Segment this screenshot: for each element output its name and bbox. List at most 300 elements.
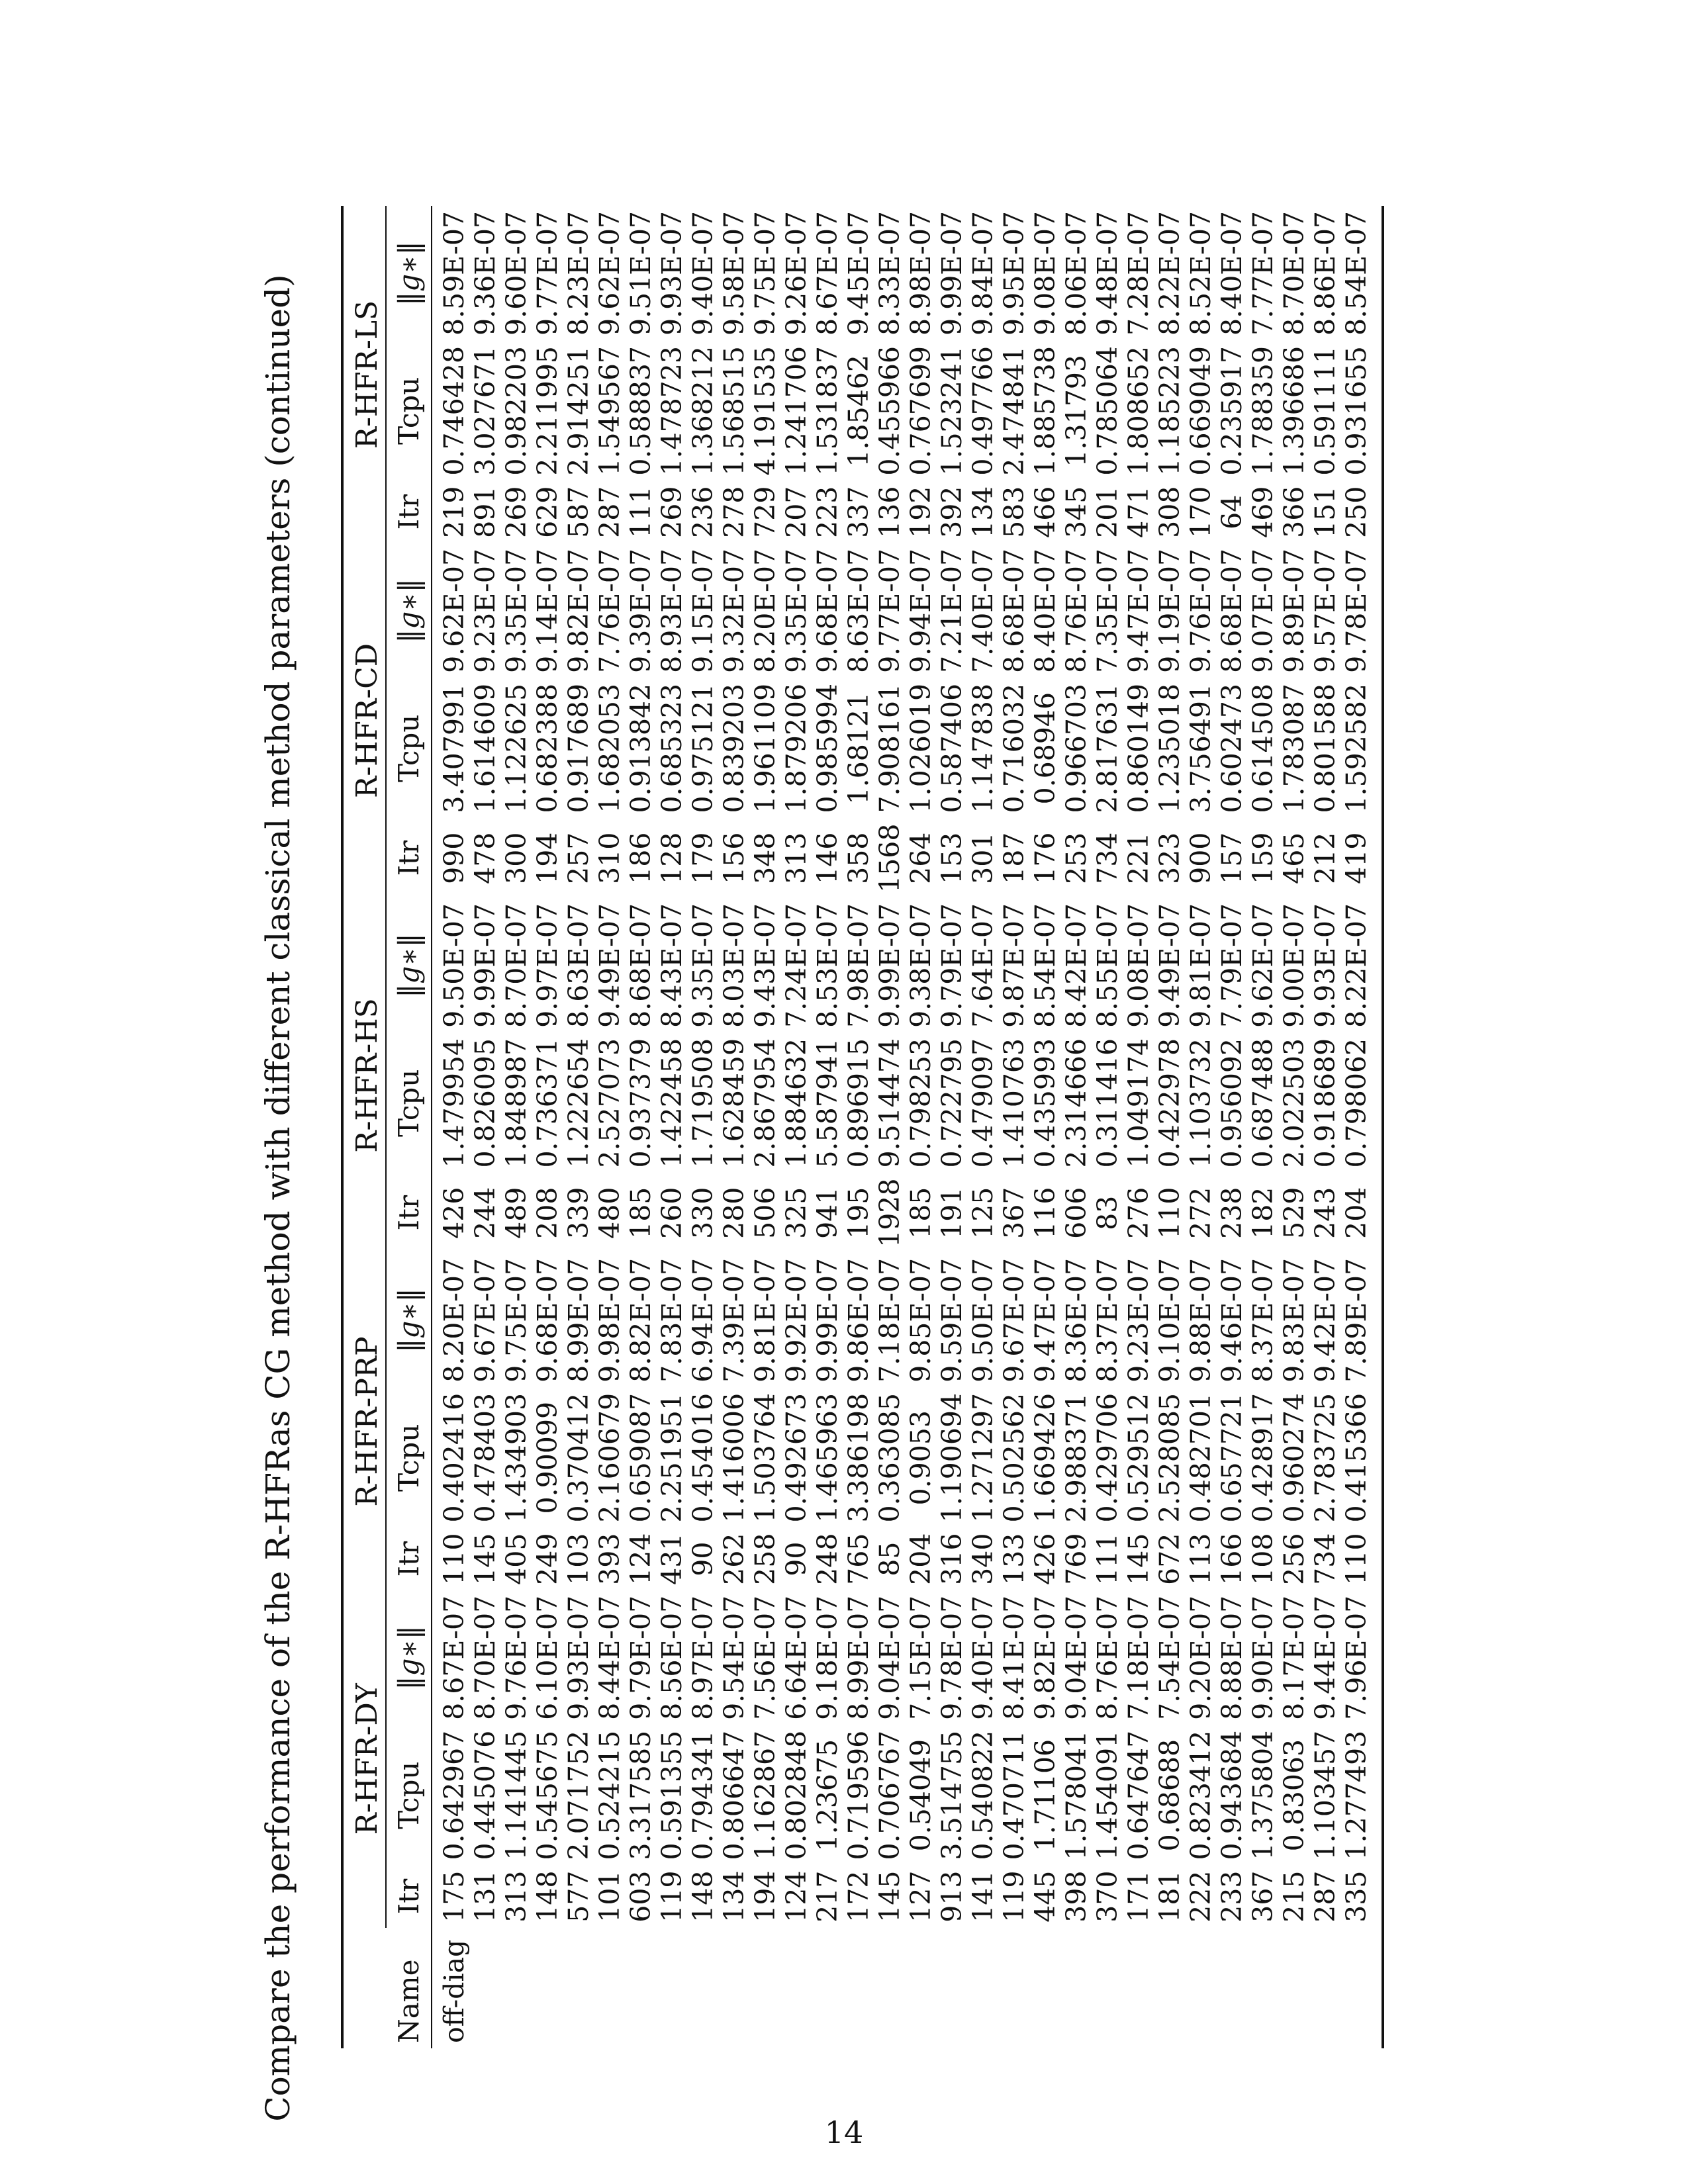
tcpu-cell: 0.896915: [843, 1038, 874, 1168]
tcpu-cell: 2.251951: [656, 1392, 688, 1523]
gnorm-cell: 9.47E-07: [1029, 1257, 1061, 1383]
itr-cell: 85: [874, 1541, 906, 1576]
itr-cell: 431: [656, 1533, 688, 1585]
name-header: Name: [386, 1928, 432, 2048]
row-name-cell: [532, 1928, 563, 2048]
table-row: [657, 206, 688, 2048]
itr-header: Itr: [386, 1173, 432, 1253]
tcpu-cell: 0.975121: [687, 683, 719, 813]
itr-cell: 367: [1247, 1870, 1279, 1923]
itr-cell: 204: [905, 1533, 937, 1585]
itr-cell: 111: [1092, 1533, 1123, 1585]
gnorm-cell: 9.07E-07: [1247, 548, 1279, 673]
gnorm-cell: 9.85E-07: [905, 1257, 937, 1383]
itr-cell: 179: [687, 832, 719, 884]
table-row: [1186, 206, 1217, 2048]
table-row: [1030, 206, 1061, 2048]
tcpu-cell: 0.647647: [1123, 1730, 1154, 1860]
table-row: [843, 206, 874, 2048]
method-header: R-HFR-LS: [342, 206, 386, 543]
tcpu-cell: 1.578041: [1060, 1730, 1092, 1860]
itr-cell: 269: [500, 486, 532, 538]
itr-cell: 145: [1123, 1533, 1154, 1585]
gnorm-cell: 8.37E-07: [1092, 1257, 1123, 1383]
tcpu-cell: 0.917689: [563, 683, 594, 813]
gnorm-cell: 9.62E-07: [1247, 903, 1279, 1028]
tcpu-cell: 2.817631: [1092, 683, 1123, 813]
gnorm-cell: 9.99E-07: [936, 210, 968, 336]
gnorm-cell: 8.56E-07: [656, 1595, 688, 1720]
tcpu-cell: 1.422458: [656, 1038, 688, 1168]
row-name-cell: [843, 1928, 874, 2048]
tcpu-cell: 0.591355: [656, 1730, 688, 1860]
table-row: [937, 206, 968, 2048]
tcpu-cell: 0.311416: [1092, 1038, 1123, 1168]
itr-cell: 208: [532, 1187, 563, 1239]
itr-cell: 480: [594, 1187, 626, 1239]
itr-cell: 111: [625, 486, 657, 538]
gnorm-cell: 9.38E-07: [905, 903, 937, 1028]
gnorm-cell: 8.54E-07: [1340, 210, 1372, 336]
itr-cell: 204: [1340, 1187, 1372, 1239]
itr-cell: 398: [1060, 1870, 1092, 1923]
itr-cell: 136: [874, 486, 906, 538]
tcpu-cell: 1.026019: [905, 683, 937, 813]
tcpu-cell: 2.527073: [594, 1038, 626, 1168]
itr-cell: 990: [438, 832, 470, 884]
itr-cell: 90: [780, 1541, 812, 1576]
tcpu-cell: 0.435993: [1029, 1038, 1061, 1168]
tcpu-cell: 0.687488: [1247, 1038, 1279, 1168]
row-name-cell: [1279, 1928, 1310, 2048]
row-name-cell: [1341, 1928, 1383, 2048]
itr-cell: 426: [1029, 1533, 1061, 1585]
itr-cell: 156: [718, 832, 750, 884]
itr-cell: 222: [1185, 1870, 1217, 1923]
tcpu-cell: 1.503764: [749, 1392, 781, 1523]
gnorm-cell: 9.32E-07: [718, 548, 750, 673]
itr-cell: 201: [1092, 486, 1123, 538]
tcpu-cell: 1.103457: [1309, 1730, 1341, 1860]
itr-cell: 134: [967, 486, 999, 538]
tcpu-cell: 0.428917: [1247, 1392, 1279, 1523]
table-row: [501, 206, 532, 2048]
tcpu-cell: 1.68121: [843, 692, 874, 805]
gnorm-cell: 9.19E-07: [1154, 548, 1186, 673]
tcpu-cell: 0.956092: [1216, 1038, 1248, 1168]
itr-cell: 191: [936, 1187, 968, 1239]
gnorm-cell: 8.99E-07: [843, 1595, 874, 1720]
tcpu-cell: 0.587406: [936, 683, 968, 813]
page-number: 14: [824, 2115, 864, 2150]
gnorm-cell: 9.00E-07: [1278, 903, 1310, 1028]
itr-cell: 426: [438, 1187, 470, 1239]
gnorm-cell: 7.89E-07: [1340, 1257, 1372, 1383]
itr-cell: 366: [1278, 486, 1310, 538]
gnorm-cell: 8.22E-07: [1340, 903, 1372, 1028]
tcpu-cell: 1.235018: [1154, 683, 1186, 813]
itr-cell: 176: [1029, 832, 1061, 884]
itr-header: Itr: [386, 819, 432, 898]
tcpu-cell: 2.160679: [594, 1392, 626, 1523]
gnorm-cell: 9.20E-07: [1185, 1595, 1217, 1720]
gnorm-cell: 9.68E-07: [532, 1257, 563, 1383]
itr-cell: 577: [563, 1870, 594, 1923]
tcpu-cell: 0.943684: [1216, 1730, 1248, 1860]
itr-cell: 236: [687, 486, 719, 538]
itr-cell: 300: [500, 832, 532, 884]
row-name-cell: [1030, 1928, 1061, 2048]
tcpu-cell: 0.370412: [563, 1392, 594, 1523]
table-row: [1061, 206, 1092, 2048]
itr-cell: 734: [1092, 832, 1123, 884]
tcpu-cell: 1.884632: [780, 1038, 812, 1168]
name-header-spacer: [342, 1928, 386, 2048]
tcpu-cell: 1.549567: [594, 345, 626, 476]
itr-cell: 181: [1154, 1870, 1186, 1923]
row-name-cell: [657, 1928, 688, 2048]
tcpu-cell: 0.602473: [1216, 683, 1248, 813]
itr-cell: 330: [687, 1187, 719, 1239]
gnorm-cell: 8.98E-07: [905, 210, 937, 336]
gnorm-cell: 9.95E-07: [998, 210, 1030, 336]
row-name-cell: [1217, 1928, 1248, 2048]
gnorm-cell: 9.62E-07: [438, 548, 470, 673]
tcpu-cell: 1.396686: [1278, 345, 1310, 476]
tcpu-cell: 0.402416: [438, 1392, 470, 1523]
gnorm-cell: 7.79E-07: [1216, 903, 1248, 1028]
itr-cell: 1568: [874, 823, 906, 893]
itr-header: Itr: [386, 1528, 432, 1590]
row-name-cell: [1154, 1928, 1186, 2048]
itr-cell: 182: [1247, 1187, 1279, 1239]
itr-cell: 629: [532, 486, 563, 538]
tcpu-header: Tcpu: [386, 678, 432, 819]
gnorm-cell: 9.93E-07: [656, 210, 688, 336]
gnorm-cell: 9.89E-07: [1278, 548, 1310, 673]
itr-cell: 153: [936, 832, 968, 884]
itr-cell: 131: [469, 1870, 501, 1923]
table-row: [1092, 206, 1123, 2048]
tcpu-cell: 1.049174: [1123, 1038, 1154, 1168]
itr-cell: 110: [1154, 1187, 1186, 1239]
row-name-cell: [906, 1928, 937, 2048]
tcpu-cell: 0.429706: [1092, 1392, 1123, 1523]
gnorm-cell: 9.54E-07: [718, 1595, 750, 1720]
gnorm-cell: 9.04E-07: [874, 1595, 906, 1720]
tcpu-cell: 0.235917: [1216, 345, 1248, 476]
gnorm-cell: 9.99E-07: [812, 1257, 843, 1383]
tcpu-header: Tcpu: [386, 341, 432, 481]
row-name-cell: [1310, 1928, 1341, 2048]
tcpu-cell: 1.628459: [718, 1038, 750, 1168]
tcpu-cell: 1.103732: [1185, 1038, 1217, 1168]
itr-cell: 125: [967, 1187, 999, 1239]
gnorm-cell: 8.06E-07: [1060, 210, 1092, 336]
gnorm-header: ‖g∗‖: [386, 1253, 432, 1388]
gnorm-cell: 9.99E-07: [469, 903, 501, 1028]
itr-cell: 269: [656, 486, 688, 538]
gnorm-cell: 8.67E-07: [812, 210, 843, 336]
itr-cell: 316: [936, 1533, 968, 1585]
itr-cell: 110: [1340, 1533, 1372, 1585]
tcpu-cell: 1.465963: [812, 1392, 843, 1523]
itr-cell: 243: [1309, 1187, 1341, 1239]
tcpu-cell: 1.531837: [812, 345, 843, 476]
itr-cell: 308: [1154, 486, 1186, 538]
gnorm-cell: 8.68E-07: [1216, 548, 1248, 673]
table-row: [594, 206, 626, 2048]
gnorm-cell: 8.82E-07: [625, 1257, 657, 1383]
itr-cell: 348: [749, 832, 781, 884]
gnorm-cell: 9.90E-07: [1247, 1595, 1279, 1720]
tcpu-cell: 0.478403: [469, 1392, 501, 1523]
method-header: R-HFR-DY: [342, 1590, 386, 1928]
tcpu-cell: 1.454091: [1092, 1730, 1123, 1860]
gnorm-cell: 8.97E-07: [687, 1595, 719, 1720]
gnorm-cell: 9.92E-07: [780, 1257, 812, 1383]
tcpu-cell: 2.022503: [1278, 1038, 1310, 1168]
tcpu-cell: 0.785064: [1092, 345, 1123, 476]
tcpu-cell: 0.415366: [1340, 1392, 1372, 1523]
tcpu-cell: 1.783087: [1278, 683, 1310, 813]
tcpu-cell: 0.68688: [1154, 1739, 1186, 1852]
gnorm-cell: 9.59E-07: [936, 1257, 968, 1383]
gnorm-cell: 9.23E-07: [469, 548, 501, 673]
table-row: [968, 206, 999, 2048]
tcpu-cell: 1.368212: [687, 345, 719, 476]
gnorm-cell: 9.50E-07: [967, 1257, 999, 1383]
gnorm-cell: 9.04E-07: [1060, 1595, 1092, 1720]
tcpu-cell: 0.470711: [998, 1730, 1030, 1860]
itr-cell: 941: [812, 1187, 843, 1239]
tcpu-cell: 1.375804: [1247, 1730, 1279, 1860]
tcpu-cell: 0.982203: [500, 345, 532, 476]
itr-cell: 207: [780, 486, 812, 538]
row-name-cell: [470, 1928, 501, 2048]
tcpu-cell: 1.277493: [1340, 1730, 1372, 1860]
tcpu-cell: 1.31793: [1060, 355, 1092, 467]
tcpu-cell: 0.918689: [1309, 1038, 1341, 1168]
tcpu-cell: 1.808652: [1123, 345, 1154, 476]
itr-cell: 194: [532, 832, 563, 884]
gnorm-cell: 8.76E-07: [1060, 548, 1092, 673]
row-name-cell: [1092, 1928, 1123, 2048]
gnorm-cell: 7.18E-07: [874, 1257, 906, 1383]
gnorm-cell: 8.67E-07: [438, 1595, 470, 1720]
itr-cell: 276: [1123, 1187, 1154, 1239]
table-row: [1123, 206, 1154, 2048]
itr-cell: 90: [687, 1541, 719, 1576]
itr-cell: 256: [1278, 1533, 1310, 1585]
tcpu-cell: 1.885738: [1029, 345, 1061, 476]
itr-cell: 392: [936, 486, 968, 538]
tcpu-cell: 0.802848: [780, 1730, 812, 1860]
tcpu-cell: 0.794341: [687, 1730, 719, 1860]
row-name-cell: [594, 1928, 626, 2048]
gnorm-cell: 8.70E-07: [500, 903, 532, 1028]
tcpu-cell: 0.669049: [1185, 345, 1217, 476]
tcpu-cell: 0.588837: [625, 345, 657, 476]
itr-cell: 606: [1060, 1187, 1092, 1239]
tcpu-cell: 0.722795: [936, 1038, 968, 1168]
gnorm-cell: 9.93E-07: [563, 1595, 594, 1720]
tcpu-cell: 7.908161: [874, 683, 906, 813]
gnorm-cell: 9.98E-07: [594, 1257, 626, 1383]
itr-cell: 119: [998, 1870, 1030, 1923]
itr-cell: 128: [656, 832, 688, 884]
tcpu-cell: 0.524215: [594, 1730, 626, 1860]
itr-cell: 185: [905, 1187, 937, 1239]
table-row: [470, 206, 501, 2048]
row-name-cell: [750, 1928, 781, 2048]
tcpu-cell: 2.071752: [563, 1730, 594, 1860]
tcpu-cell: 2.474841: [998, 345, 1030, 476]
itr-cell: 185: [625, 1187, 657, 1239]
gnorm-cell: 9.57E-07: [1309, 548, 1341, 673]
gnorm-cell: 8.43E-07: [656, 903, 688, 1028]
table-row: [906, 206, 937, 2048]
itr-cell: 587: [563, 486, 594, 538]
gnorm-cell: 8.41E-07: [998, 1595, 1030, 1720]
gnorm-cell: 9.45E-07: [843, 210, 874, 336]
itr-cell: 325: [780, 1187, 812, 1239]
itr-cell: 192: [905, 486, 937, 538]
itr-cell: 175: [438, 1870, 470, 1923]
itr-cell: 238: [1216, 1187, 1248, 1239]
itr-cell: 172: [843, 1870, 874, 1923]
gnorm-cell: 8.70E-07: [469, 1595, 501, 1720]
itr-cell: 151: [1309, 486, 1341, 538]
gnorm-cell: 9.47E-07: [1123, 548, 1154, 673]
table-row: [626, 206, 657, 2048]
gnorm-header: ‖g∗‖: [386, 1590, 432, 1725]
gnorm-cell: 9.75E-07: [500, 1257, 532, 1383]
itr-cell: 119: [656, 1870, 688, 1923]
gnorm-cell: 9.81E-07: [749, 1257, 781, 1383]
gnorm-cell: 7.64E-07: [967, 903, 999, 1028]
gnorm-cell: 8.42E-07: [1060, 903, 1092, 1028]
itr-cell: 249: [532, 1533, 563, 1585]
tcpu-cell: 0.937379: [625, 1038, 657, 1168]
itr-cell: 110: [438, 1533, 470, 1585]
tcpu-cell: 1.85462: [843, 355, 874, 467]
gnorm-cell: 9.78E-07: [1340, 548, 1372, 673]
gnorm-cell: 9.18E-07: [812, 1595, 843, 1720]
itr-cell: 146: [812, 832, 843, 884]
tcpu-cell: 0.716032: [998, 683, 1030, 813]
itr-cell: 250: [1340, 486, 1372, 538]
gnorm-cell: 9.86E-07: [843, 1257, 874, 1383]
tcpu-cell: 0.540822: [967, 1730, 999, 1860]
gnorm-cell: 7.96E-07: [1340, 1595, 1372, 1720]
row-name-cell: [968, 1928, 999, 2048]
gnorm-cell: 7.28E-07: [1123, 210, 1154, 336]
table-row: [719, 206, 750, 2048]
itr-cell: 913: [936, 1870, 968, 1923]
gnorm-cell: 9.77E-07: [532, 210, 563, 336]
gnorm-cell: 9.78E-07: [936, 1595, 968, 1720]
gnorm-cell: 9.50E-07: [438, 903, 470, 1028]
tcpu-cell: 1.478723: [656, 345, 688, 476]
gnorm-cell: 9.75E-07: [749, 210, 781, 336]
tcpu-cell: 0.682388: [532, 683, 563, 813]
itr-cell: 769: [1060, 1533, 1092, 1585]
tcpu-cell: 0.960274: [1278, 1392, 1310, 1523]
tcpu-cell: 1.848987: [500, 1038, 532, 1168]
itr-cell: 159: [1247, 832, 1279, 884]
gnorm-cell: 7.77E-07: [1247, 210, 1279, 336]
method-header: R-HFR-PRP: [342, 1253, 386, 1590]
tcpu-cell: 0.966703: [1060, 683, 1092, 813]
gnorm-cell: 9.36E-07: [469, 210, 501, 336]
table-row: [750, 206, 781, 2048]
tcpu-cell: 0.685323: [656, 683, 688, 813]
itr-cell: 141: [967, 1870, 999, 1923]
gnorm-cell: 9.84E-07: [967, 210, 999, 336]
tcpu-cell: 1.961109: [749, 683, 781, 813]
itr-cell: 280: [718, 1187, 750, 1239]
tcpu-cell: 0.9053: [905, 1410, 937, 1506]
tcpu-header: Tcpu: [386, 1725, 432, 1866]
itr-cell: 345: [1060, 486, 1092, 538]
row-name-cell: [999, 1928, 1030, 2048]
tcpu-cell: 1.141445: [500, 1730, 532, 1860]
gnorm-cell: 7.54E-07: [1154, 1595, 1186, 1720]
gnorm-cell: 6.94E-07: [687, 1257, 719, 1383]
table-row: [781, 206, 812, 2048]
row-name-cell: off-diag: [438, 1939, 470, 2043]
tcpu-cell: 0.455966: [874, 345, 906, 476]
itr-cell: 339: [563, 1187, 594, 1239]
gnorm-cell: 9.83E-07: [1278, 1257, 1310, 1383]
tcpu-cell: 2.914251: [563, 345, 594, 476]
itr-cell: 157: [1216, 832, 1248, 884]
tcpu-cell: 0.839203: [718, 683, 750, 813]
gnorm-cell: 7.98E-07: [843, 903, 874, 1028]
gnorm-cell: 8.44E-07: [594, 1595, 626, 1720]
tcpu-cell: 0.806647: [718, 1730, 750, 1860]
row-name-cell: [1123, 1928, 1154, 2048]
table-row: [1248, 206, 1279, 2048]
gnorm-header: ‖g∗‖: [386, 543, 432, 678]
gnorm-cell: 8.59E-07: [438, 210, 470, 336]
itr-cell: 301: [967, 832, 999, 884]
gnorm-cell: 9.08E-07: [1123, 903, 1154, 1028]
tcpu-cell: 2.988371: [1060, 1392, 1092, 1523]
tcpu-cell: 5.587941: [812, 1038, 843, 1168]
gnorm-cell: 9.42E-07: [1309, 1257, 1341, 1383]
row-name-cell: [501, 1928, 532, 2048]
gnorm-cell: 8.03E-07: [718, 903, 750, 1028]
table-row: [874, 206, 906, 2048]
gnorm-cell: 8.68E-07: [625, 903, 657, 1028]
tcpu-cell: 1.682053: [594, 683, 626, 813]
itr-cell: 278: [718, 486, 750, 538]
tcpu-cell: 1.185223: [1154, 345, 1186, 476]
itr-cell: 124: [780, 1870, 812, 1923]
gnorm-cell: 9.44E-07: [1309, 1595, 1341, 1720]
tcpu-cell: 0.659087: [625, 1392, 657, 1523]
itr-cell: 405: [500, 1533, 532, 1585]
method-header: R-HFR-HS: [342, 898, 386, 1253]
itr-cell: 419: [1340, 832, 1372, 884]
tcpu-cell: 0.83063: [1278, 1739, 1310, 1852]
itr-cell: 506: [749, 1187, 781, 1239]
tcpu-cell: 1.122625: [500, 683, 532, 813]
itr-cell: 233: [1216, 1870, 1248, 1923]
gnorm-cell: 9.48E-07: [1092, 210, 1123, 336]
